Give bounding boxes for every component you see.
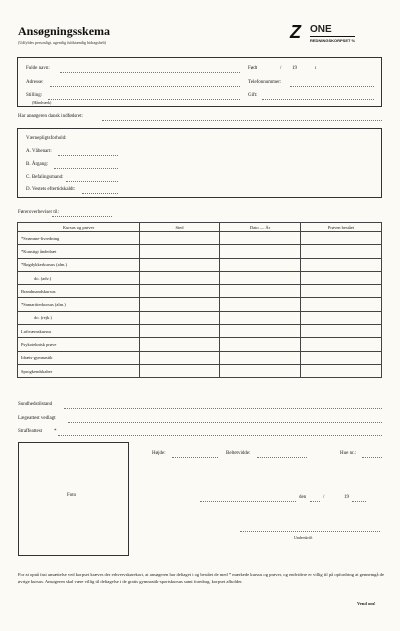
logo-subtitle: REDNINGSKORPSET % [310,38,356,43]
born-year: 19 [292,66,297,71]
course-name-cell [18,351,140,364]
position-label: Stilling: [26,93,43,98]
military-c-field[interactable] [66,181,118,182]
date-cell[interactable] [220,364,301,377]
course-name-cell [18,298,140,311]
course-name: Kunstigt åndedræt [23,248,57,254]
course-name-cell [18,364,140,377]
date-cell[interactable] [220,232,301,245]
criminal-record-field[interactable] [58,435,382,436]
course-name: Luftværnskursus [21,328,52,334]
height-field[interactable] [172,457,218,458]
born-label: Født [248,66,258,71]
course-name: Røgdykkerkursus (alm.) [23,262,67,268]
photo-label: Foto [67,493,77,498]
column-header: Sted [140,223,220,232]
military-d-field[interactable] [82,193,118,194]
required-star: * [21,302,24,308]
course-name-cell [18,311,140,324]
table-row [18,271,382,284]
required-star: * [21,235,24,241]
belt-label: Beltetvidde: [226,451,251,456]
place-cell[interactable] [140,311,220,324]
table-row [18,285,382,298]
logo-mark: Z [290,22,300,42]
table-row [18,338,382,351]
date-cell[interactable] [220,325,301,338]
medical-cert-field[interactable] [68,422,382,423]
date-cell[interactable] [220,285,301,298]
married-field[interactable] [262,99,374,100]
citizenship-field[interactable] [102,120,382,121]
date-day-field[interactable] [310,501,320,502]
den-label: den [299,495,307,500]
military-c-label: C. Befalingsmand: [26,175,64,180]
form-subtitle: (Udfyldes personligt, ugentlig fuldstændig bidragshelt) [18,40,107,45]
passed-cell[interactable] [301,258,382,271]
passed-cell[interactable] [301,311,382,324]
table-row [18,245,382,258]
criminal-record-label: Straffeattest [18,429,43,434]
footer-note: For at opnå fast ansættelse ved korpset kræves der erhvervskørekort, at ansøgeren har deltaget i og bestået de med * mærkede kursus og prøver, og endvidere er villig til på opfordring at gennemgå de øvrige kursus. Ansøgeren skal være villig til deltagelse i de gratis gymnastik-sportskursus samt foredrag, korpset afholder. [18,572,384,584]
signature-field[interactable] [240,531,380,532]
course-name-cell [18,338,140,351]
place-cell[interactable] [140,232,220,245]
passed-cell[interactable] [301,271,382,284]
married-label: Gift: [248,93,258,98]
military-a-field[interactable] [58,155,118,156]
address-label: Adresse: [26,80,44,85]
place-cell[interactable] [140,325,220,338]
table-row [18,298,382,311]
date-year: 19 [344,495,349,500]
passed-cell[interactable] [301,325,382,338]
phone-field[interactable] [290,86,374,87]
position-field[interactable] [48,99,240,100]
place-field[interactable] [200,501,296,502]
required-star: * [21,262,24,268]
health-label: Sundhedstilstand [18,402,53,407]
course-name: Psykoteknisk prøve [21,342,57,348]
course-name: do. (adv.) [34,275,52,281]
health-field[interactable] [64,408,382,409]
signature-label: Underskrift [294,535,313,540]
name-label: Fulde navn: [26,66,50,71]
place-cell[interactable] [140,245,220,258]
table-row [18,258,382,271]
certificates-label: Føreroverbeviser til: [18,210,59,215]
position-sublabel: (Håndværk) [32,100,52,105]
height-label: Højde: [152,451,166,456]
medical-cert-label: Lægeattest vedlagt [18,416,56,421]
passed-cell[interactable] [301,245,382,258]
course-name-cell [18,245,140,258]
passed-cell[interactable] [301,232,382,245]
personal-info-box [17,57,382,107]
course-name-cell [18,232,140,245]
place-cell[interactable] [140,364,220,377]
table-header-row [18,223,382,232]
place-cell[interactable] [140,338,220,351]
course-name-cell [18,325,140,338]
military-b-label: B. Årgang: [26,162,49,167]
photo-box[interactable] [18,442,129,556]
passed-cell[interactable] [301,338,382,351]
place-cell[interactable] [140,285,220,298]
column-header: Kursus og prøver [18,223,140,232]
course-name: do. (rejk.) [34,315,52,321]
place-cell[interactable] [140,258,220,271]
date-slash: / [323,495,325,500]
date-cell[interactable] [220,311,301,324]
company-logo [290,22,385,48]
course-name-cell [18,258,140,271]
date-cell[interactable] [220,271,301,284]
military-heading: Værnepligtsforhold: [26,136,67,141]
passed-cell[interactable] [301,298,382,311]
born-dot: ı [315,66,317,71]
military-a-label: A. Våbenart: [26,149,52,154]
place-cell[interactable] [140,271,220,284]
belt-field[interactable] [257,457,307,458]
hat-field[interactable] [362,457,382,458]
military-d-label: D. Vestets eftertidskaldt: [26,187,76,192]
date-cell[interactable] [220,338,301,351]
place-cell[interactable] [140,298,220,311]
criminal-record-star: * [54,429,57,434]
table-row [18,311,382,324]
date-cell[interactable] [220,298,301,311]
turn-over-note: Vend om! [357,601,376,606]
military-box [17,128,382,198]
date-cell[interactable] [220,351,301,364]
date-cell[interactable] [220,258,301,271]
name-field[interactable] [60,72,240,73]
certificates-field[interactable] [52,216,112,217]
column-header: Prøven bestået [301,223,382,232]
required-star: * [21,248,24,254]
born-slash: / [280,66,282,71]
hat-label: Hue nr.: [340,451,357,456]
passed-cell[interactable] [301,364,382,377]
military-b-field[interactable] [54,168,118,169]
course-name-cell [18,271,140,284]
form-title: Ansøgningsskema [18,24,111,38]
citizenship-label: Har ansøgeren dansk indfødsret: [18,114,83,119]
date-year-field[interactable] [352,501,366,502]
table-row [18,351,382,364]
table-row [18,232,382,245]
address-field[interactable] [50,86,240,87]
table-row [18,325,382,338]
certificates-table [17,222,382,378]
column-header: Dato — År [220,223,301,232]
course-name: Svømme-livredning [23,235,60,241]
course-name-cell [18,285,140,298]
course-name: Sprogkendskaber [21,368,53,374]
course-name: Idræts-gymnastik [21,355,53,361]
passed-cell[interactable] [301,285,382,298]
table-row [18,364,382,377]
date-cell[interactable] [220,245,301,258]
phone-label: Telefonnummer: [248,80,282,85]
passed-cell[interactable] [301,351,382,364]
course-name: Samaritterkursus (alm.) [23,302,66,308]
course-name: Brandmandskursus [21,288,56,294]
logo-word: ONE [310,24,332,35]
place-cell[interactable] [140,351,220,364]
